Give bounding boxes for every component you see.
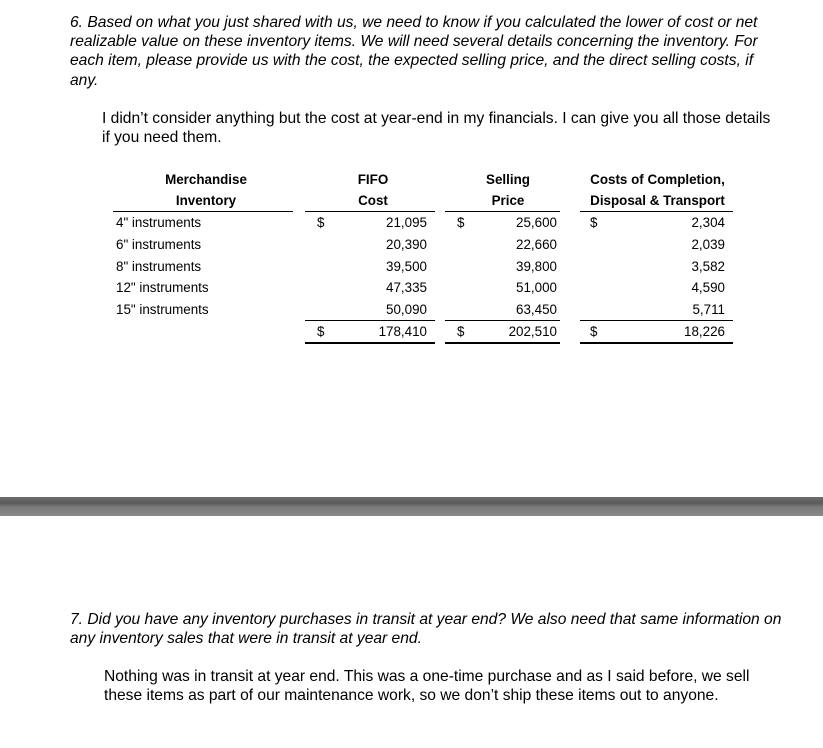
costs-value: 3,582 — [691, 259, 725, 274]
row-item: 12" instruments — [116, 280, 209, 295]
row-item: 6" instruments — [116, 237, 202, 252]
answer-7: Nothing was in transit at year end. This was a one-time purchase and as I said before, we sell these items as part of our maintenance work, so we don’t ship these items out to anyone. — [104, 668, 750, 704]
header-underline-merchandise — [113, 211, 293, 212]
document-page-2 — [0, 516, 823, 748]
dollar-sign: $ — [457, 324, 465, 339]
row-item: 4" instruments — [116, 215, 202, 230]
price-value: 51,000 — [516, 280, 557, 295]
total-fifo: 178,410 — [378, 324, 427, 339]
dollar-sign: $ — [317, 215, 325, 230]
dollar-sign: $ — [590, 324, 598, 339]
question-7: 7. Did you have any inventory purchases in transit at year end? We also need that same information on any inventory sales that were in transit at year end. — [70, 611, 782, 648]
row-item: 15" instruments — [116, 302, 209, 317]
header-selling: Selling — [486, 172, 530, 187]
dollar-sign: $ — [317, 324, 325, 339]
total-double-rule-price — [445, 342, 560, 344]
total-double-rule-costs — [580, 342, 733, 344]
header-cost: Cost — [358, 193, 388, 208]
header-underline-fifo — [305, 211, 435, 212]
costs-value: 4,590 — [691, 280, 725, 295]
inventory-table — [0, 0, 823, 360]
price-value: 22,660 — [516, 237, 557, 252]
fifo-value: 20,390 — [386, 237, 427, 252]
fifo-value: 39,500 — [386, 259, 427, 274]
price-value: 25,600 — [516, 215, 557, 230]
row-item: 8" instruments — [116, 259, 202, 274]
total-double-rule-fifo — [305, 342, 435, 344]
header-price: Price — [491, 193, 525, 208]
header-underline-costs — [580, 211, 733, 212]
header-merchandise: Merchandise — [165, 172, 247, 187]
answer-6: I didn’t consider anything but the cost at year-end in my financials. I can give you all those details if you need them. — [102, 110, 771, 146]
dollar-sign: $ — [590, 215, 598, 230]
header-inventory: Inventory — [175, 193, 237, 208]
header-costs-completion: Costs of Completion, — [590, 172, 725, 187]
question-6: 6. Based on what you just shared with us, we need to know if you calculated the lower of cost or net realizable value on these inventory items. We will need several details concerning the inventory. For each item, please provide us with the cost, the expected selling price, and the direct selling costs, if any. — [70, 14, 758, 89]
costs-value: 5,711 — [692, 302, 725, 317]
total-rule-fifo — [305, 320, 435, 321]
costs-value: 2,304 — [691, 215, 725, 230]
dollar-sign: $ — [457, 215, 465, 230]
total-costs: 18,226 — [684, 324, 725, 339]
header-underline-price — [445, 211, 560, 212]
fifo-value: 21,095 — [386, 215, 427, 230]
fifo-value: 50,090 — [386, 302, 427, 317]
fifo-value: 47,335 — [386, 280, 427, 295]
page-separator — [0, 497, 823, 516]
header-fifo: FIFO — [357, 172, 389, 187]
total-price: 202,510 — [508, 324, 557, 339]
total-rule-costs — [580, 320, 733, 321]
header-disposal-transport: Disposal & Transport — [590, 193, 725, 208]
total-rule-price — [445, 320, 560, 321]
price-value: 63,450 — [516, 302, 557, 317]
costs-value: 2,039 — [691, 237, 725, 252]
price-value: 39,800 — [516, 259, 557, 274]
